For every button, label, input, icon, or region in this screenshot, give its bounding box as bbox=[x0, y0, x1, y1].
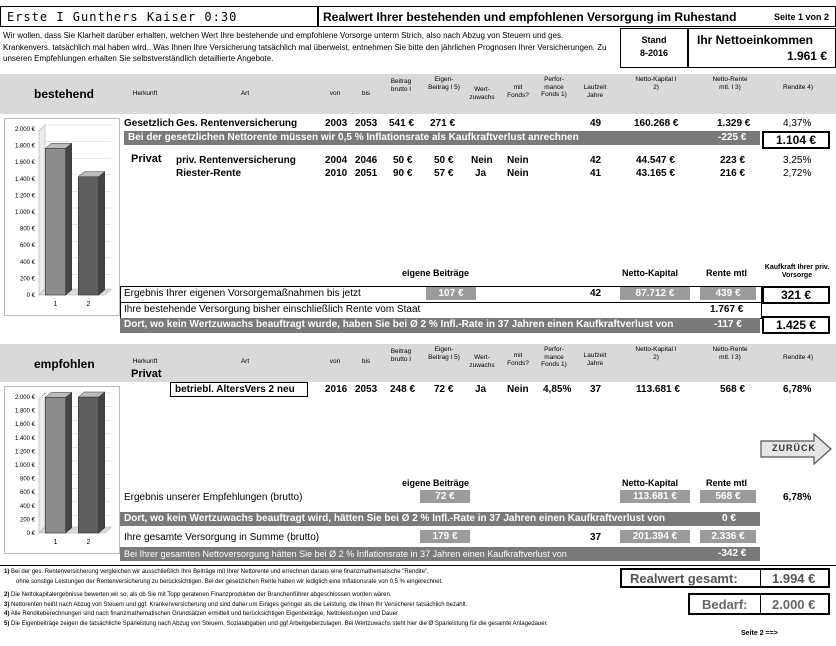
ges-bis: 2053 bbox=[355, 118, 378, 129]
col-kapital: Netto-Kapital I 2) bbox=[635, 76, 677, 91]
row2-von: 2010 bbox=[325, 168, 348, 179]
col-rente: Netto-Rente mtl. I 3) bbox=[712, 76, 748, 91]
staat-value: 1.767 € bbox=[710, 304, 744, 315]
chart-ytick-label: 1.400 € bbox=[14, 176, 35, 183]
chart-ytick-label: 600 € bbox=[19, 243, 35, 250]
emp-beitrag: 248 € bbox=[390, 384, 416, 395]
emp-art-box[interactable] bbox=[170, 382, 308, 397]
col2-performance: Perfor-mance Fonds 1) bbox=[541, 346, 567, 368]
ges-rendite: 4,37% bbox=[783, 118, 812, 129]
col2-laufzeit: Laufzeit Jahre bbox=[583, 352, 607, 367]
ges-art: Ges. Rentenversicherung bbox=[176, 118, 298, 129]
ergebnis-label-1: Ergebnis Ihrer eigenen Vorsorgemaßnahmen bis jetzt bbox=[124, 288, 361, 299]
ergebnis-kapital-1: 87.712 € bbox=[620, 287, 690, 300]
ergebnis-label-2: Ergebnis unserer Empfehlungen (brutto) bbox=[124, 492, 303, 503]
chart-bar-side bbox=[99, 172, 105, 295]
emp-fonds: Nein bbox=[507, 384, 529, 395]
verlust-result-1: 1.425 € bbox=[775, 318, 817, 332]
chart-xtick-label: 2 bbox=[86, 301, 91, 308]
chart-bar-side bbox=[66, 392, 72, 533]
chart-ytick-label: 1.000 € bbox=[14, 210, 35, 216]
chart-ytick-label: 200 € bbox=[19, 276, 35, 283]
verlust-value-2: 0 € bbox=[722, 513, 736, 524]
ges-von: 2003 bbox=[325, 118, 348, 129]
row2-laufzeit: 41 bbox=[590, 168, 602, 179]
chart-ytick-label: 200 € bbox=[19, 517, 35, 524]
ges-eigen: 271 € bbox=[430, 118, 456, 129]
sum-eigene-1: eigene Beiträge bbox=[402, 268, 470, 278]
gesamt-label: Ihre gesamte Versorgung in Summe (brutto) bbox=[124, 532, 320, 543]
col2-rendite: Rendite 4) bbox=[783, 354, 813, 361]
row2-rendite: 2,72% bbox=[783, 168, 812, 179]
footnote-4-text: Alle Renditeberechnungen sind nach finanzmathematischen Grundsätzen ermittelt und berücksichtigen Eigenbeiträge, Nettoleistungen und Dauer bbox=[10, 611, 398, 617]
realwert-value: 1.994 € bbox=[772, 571, 816, 586]
chart-bar-side bbox=[66, 143, 72, 295]
col-eigen: Eigen-Beitrag I 5) bbox=[428, 76, 460, 91]
chart-bar bbox=[45, 148, 65, 295]
chart-bar-side bbox=[99, 392, 105, 533]
col-art: Art bbox=[240, 90, 250, 97]
col2-von: von bbox=[329, 358, 341, 365]
netto-box bbox=[688, 28, 836, 68]
intro-text: Wir wollen, dass Sie Klarheit darüber erhalten, welchen Wert Ihre bestehende und empfohlene Vorsorge unterm Strich, also nach Abzug von Steuern und ges. Krankenvers. tatsächlich mal haben wird.. Was Ihnen Ihre Versicherung tatsächlich mal überweist, entnehmen Sie bitte den jährlichen Prognosen Ihrer Versicherungen. Zu unseren Empfehlungen erhalten Sie selbstverständlich detaillierte Angebote. bbox=[3, 31, 607, 63]
footnote-2-text: Die Nettokapitalergebnisse bewerten wir so, als ob Sie mit Topp geratenen Finanzprodukten der Branchenführer abgeschlossen worden wären. bbox=[11, 592, 392, 598]
kaufkraft-label: Kaufkraft Ihrer priv. Vorsorge bbox=[764, 264, 830, 279]
footnote-4: 4) Alle Renditeberechnungen sind nach finanzmathematischen Grundsätzen ermittelt und berücksichtigen Eigenbeiträge, Nettoleistungen und Dauer bbox=[4, 611, 398, 617]
page-number: Seite 1 von 2 bbox=[773, 12, 829, 22]
realwert-box bbox=[620, 568, 830, 588]
ergebnis-rendite-2: 6,78% bbox=[783, 492, 812, 503]
chart-empfohlen bbox=[4, 386, 120, 554]
chart-ytick-label: 1.800 € bbox=[14, 143, 35, 150]
gesamt-note: Bei Ihrer gesamten Nettoversorgung hätten Sie bei Ø 2 % Inflationsrate in 37 Jahren einen Kaufkraftverlust von bbox=[124, 549, 567, 559]
col-bis: bis bbox=[361, 90, 371, 97]
ges-herkunft: Gesetzlich bbox=[124, 118, 175, 129]
kaufkraft-box bbox=[762, 286, 830, 304]
col2-art: Art bbox=[240, 358, 250, 365]
chart-bar bbox=[45, 397, 65, 533]
row1-wert: Nein bbox=[471, 155, 493, 166]
row1-beitrag: 50 € bbox=[393, 155, 413, 166]
chart-ytick-label: 1.000 € bbox=[14, 463, 35, 469]
verlust-note-2: Dort, wo kein Wertzuwachs beauftragt wird, hätten Sie bei Ø 2 % Infl.-Rate in 37 Jahren einen Kaufkraftverlust von bbox=[124, 513, 666, 524]
ergebnis-laufzeit-1: 42 bbox=[590, 288, 602, 299]
row1-laufzeit: 42 bbox=[590, 155, 602, 166]
stand-box bbox=[620, 28, 688, 68]
chart-ytick-label: 1.400 € bbox=[14, 435, 35, 442]
page-title: Realwert Ihrer bestehenden und empfohlenen Versorgung im Ruhestand bbox=[323, 10, 737, 24]
col-von: von bbox=[329, 90, 341, 97]
chart-ytick-label: 600 € bbox=[19, 490, 35, 497]
chart-bar bbox=[78, 177, 98, 295]
bedarf-box bbox=[688, 593, 830, 615]
row1-kapital: 44.547 € bbox=[636, 155, 675, 166]
stamp-text: Erste I Gunthers Kaiser 0:30 bbox=[7, 10, 238, 24]
sum-eigene-2: eigene Beiträge bbox=[402, 478, 470, 488]
row1-rente: 223 € bbox=[720, 155, 746, 166]
row2-fonds: Nein bbox=[507, 168, 529, 179]
empfohlen-label: empfohlen bbox=[34, 357, 95, 371]
footnote-1b: ohne sonstige Leistungen der Rentenversicherung zu berücksichtigen. Bei der gesetzlichen Rente haben wir lediglich eine Inflationsrate von 0,5 % eingerechnet. bbox=[16, 578, 443, 585]
gesamt-rente: 2.336 € bbox=[700, 530, 756, 543]
chart-xtick-label: 2 bbox=[86, 539, 91, 546]
sum-kapital-2: Netto-Kapital bbox=[622, 478, 678, 488]
col2-mitfonds: mit Fonds? bbox=[507, 352, 529, 367]
footnotes bbox=[4, 568, 604, 629]
row2-wert: Ja bbox=[475, 168, 487, 179]
realwert-label: Realwert gesamt: bbox=[630, 571, 738, 586]
footnote-5: 5) Die Eigenbeiträge zeigen die tatsächliche Sparleistung nach Abzug von Steuern, Sozialabgaben und ggf Arbeitgeberzulagen. Bei Wertzuwachs steht hier die Ø Sparleistung für die gesamte Anlagedauer. bbox=[4, 620, 548, 627]
chart-ytick-label: 0 € bbox=[26, 293, 35, 299]
chart-xtick-label: 1 bbox=[53, 301, 58, 308]
chart-ytick-label: 800 € bbox=[19, 476, 35, 483]
chart-ytick-label: 2.000 € bbox=[14, 395, 35, 401]
emp-wert: Ja bbox=[475, 384, 487, 395]
bedarf-divider bbox=[760, 595, 761, 613]
footnote-5-text: Die Eigenbeiträge zeigen die tatsächliche Sparleistung nach Abzug von Steuern, Sozialabgaben und ggf Arbeitgeberzulagen. Bei Wertzuwachs steht hier die Ø Sparleistung für die gesamte Anlagedauer. bbox=[11, 620, 548, 627]
row1-von: 2004 bbox=[325, 155, 348, 166]
ergebnis-rente-1: 439 € bbox=[700, 287, 756, 300]
bedarf-value: 2.000 € bbox=[772, 597, 816, 612]
ergebnis-kaufkraft: 321 € bbox=[780, 288, 812, 302]
row1-art: priv. Rentenversicherung bbox=[176, 155, 296, 166]
stamp-box bbox=[0, 6, 318, 27]
inflation-value: -225 € bbox=[718, 132, 747, 143]
gesamt-eigen: 179 € bbox=[420, 530, 470, 543]
col2-herkunft: Herkunft bbox=[132, 358, 158, 365]
chart-ytick-label: 2.000 € bbox=[14, 127, 35, 133]
row2-kapital: 43.165 € bbox=[636, 168, 675, 179]
emp-laufzeit: 37 bbox=[590, 384, 602, 395]
inflation-result: 1.104 € bbox=[775, 133, 817, 147]
chart-ytick-label: 400 € bbox=[19, 503, 35, 510]
title-box bbox=[318, 6, 836, 27]
ergebnis-eigen-1: 107 € bbox=[426, 287, 476, 300]
privat-label-1: Privat bbox=[131, 153, 162, 165]
col-laufzeit: Laufzeit Jahre bbox=[583, 84, 607, 99]
ges-beitrag: 541 € bbox=[389, 118, 415, 129]
stand-value: 8-2016 bbox=[639, 48, 669, 58]
ergebnis-rente-2: 568 € bbox=[700, 490, 756, 503]
emp-art: betriebl. AltersVers 2 neu bbox=[175, 384, 295, 395]
chart-ytick-label: 1.800 € bbox=[14, 408, 35, 415]
col2-kapital: Netto-Kapital I 2) bbox=[635, 346, 677, 361]
netto-value: 1.961 € bbox=[786, 49, 827, 63]
row1-rendite: 3,25% bbox=[783, 155, 812, 166]
stand-label: Stand bbox=[641, 35, 667, 45]
inflation-result-box bbox=[762, 131, 830, 149]
chart-ytick-label: 1.200 € bbox=[14, 193, 35, 200]
chart-ytick-label: 1.600 € bbox=[14, 160, 35, 167]
verlust-note-1: Dort, wo kein Wertzuwachs beauftragt wurde, haben Sie bei Ø 2 % Infl.-Rate in 37 Jahren einen Kaufkraftverlust von bbox=[124, 319, 674, 330]
col-mitfonds: mit Fonds? bbox=[507, 84, 529, 99]
gesamt-laufzeit: 37 bbox=[590, 532, 602, 543]
footnote-1: 1) Bei der ges. Rentenversicherung vergleichen wir ausschließlich Ihre Beiträge mit Ihrer Nettorente und errechnen daraus eine finanzmathematische "Rendite", bbox=[4, 569, 429, 575]
footnote-divider bbox=[0, 565, 836, 566]
footnote-2: 2) Die Nettokapitalergebnisse bewerten wir so, als ob Sie mit Topp geratenen Finanzprodukten der Branchenführer abgeschlossen worden wären. bbox=[4, 592, 392, 598]
col2-beitrag: Beitrag brutto I bbox=[390, 348, 412, 363]
netto-label: Ihr Nettoeinkommen bbox=[697, 33, 814, 47]
footnote-3: 3) Nettorenten heißt nach Abzug von Steuern und ggf. Krankenversicherung und sind daher um Einiges geringer als die Leistung, die Ihnen Ihr Versicherer tatsächlich bezahlt. bbox=[4, 601, 468, 608]
chart-bestehend-svg bbox=[5, 119, 119, 315]
verlust-value-1: -117 € bbox=[714, 319, 742, 330]
emp-von: 2016 bbox=[325, 384, 348, 395]
col2-rente: Netto-Rente mtl. I 3) bbox=[712, 346, 748, 361]
emp-bis: 2053 bbox=[355, 384, 378, 395]
ergebnis-kapital-2: 113.681 € bbox=[620, 490, 690, 503]
chart-ytick-label: 1.200 € bbox=[14, 449, 35, 456]
gesamt-verlust: -342 € bbox=[718, 548, 747, 559]
bestehend-label: bestehend bbox=[34, 87, 95, 101]
footnote-3-text: Nettorenten heißt nach Abzug von Steuern und ggf. Krankenversicherung und sind daher um Einiges geringer als die Leistung, die Ihnen Ihr Versicherer tatsächlich bezahlt. bbox=[11, 601, 468, 608]
row2-eigen: 57 € bbox=[434, 168, 454, 179]
chart-side-wall bbox=[39, 125, 45, 295]
ges-kapital: 160.268 € bbox=[634, 118, 679, 129]
chart-side-wall bbox=[39, 393, 45, 533]
emp-kapital: 113.681 € bbox=[636, 384, 680, 395]
row1-fonds: Nein bbox=[507, 155, 529, 166]
col2-bis: bis bbox=[361, 358, 371, 365]
chart-ytick-label: 0 € bbox=[26, 531, 35, 537]
chart-ytick-label: 400 € bbox=[19, 259, 35, 266]
row2-bis: 2051 bbox=[355, 168, 378, 179]
bedarf-label: Bedarf: bbox=[702, 597, 748, 612]
row2-beitrag: 90 € bbox=[393, 168, 413, 179]
col-wertzuwachs: Wert-zuwachs bbox=[469, 86, 495, 101]
col-performance: Perfor-mance Fonds 1) bbox=[541, 76, 567, 98]
staat-label: Ihre bestehende Versorgung bisher einschließlich Rente vom Staat bbox=[124, 304, 421, 315]
chart-xtick-label: 1 bbox=[53, 539, 58, 546]
next-page-link[interactable]: Seite 2 ==> bbox=[741, 630, 778, 637]
sum-kapital-1: Netto-Kapital bbox=[622, 268, 678, 278]
chart-empfohlen-svg bbox=[5, 387, 119, 553]
realwert-divider bbox=[760, 570, 761, 586]
ges-rente: 1.329 € bbox=[717, 118, 751, 129]
emp-eigen: 72 € bbox=[434, 384, 454, 395]
back-button[interactable] bbox=[760, 433, 832, 465]
empfohlen-privat: Privat bbox=[131, 368, 162, 380]
emp-performance: 4,85% bbox=[543, 384, 572, 395]
ergebnis-eigen-2: 72 € bbox=[420, 490, 470, 503]
row2-art: Riester-Rente bbox=[176, 168, 242, 179]
back-button-label: ZURÜCK bbox=[772, 443, 816, 453]
emp-rendite: 6,78% bbox=[783, 384, 812, 395]
verlust-result-box bbox=[762, 316, 830, 334]
sum-rente-2: Rente mtl bbox=[706, 478, 748, 488]
emp-rente: 568 € bbox=[720, 384, 746, 395]
col-herkunft: Herkunft bbox=[132, 90, 158, 97]
footnote-1-text: Bei der ges. Rentenversicherung vergleichen wir ausschließlich Ihre Beiträge mit Ihrer Nettorente und errechnen daraus eine finanzmathematische "Rendite", bbox=[11, 569, 429, 575]
ges-laufzeit: 49 bbox=[590, 118, 602, 129]
col-beitrag: Beitrag brutto I bbox=[390, 78, 412, 93]
col-rendite: Rendite 4) bbox=[783, 84, 813, 91]
chart-ytick-label: 800 € bbox=[19, 226, 35, 233]
row2-rente: 216 € bbox=[720, 168, 746, 179]
chart-ytick-label: 1.600 € bbox=[14, 422, 35, 429]
chart-bestehend bbox=[4, 118, 120, 316]
gesamt-kapital: 201.394 € bbox=[620, 530, 690, 543]
inflation-note: Bei der gesetzlichen Nettorente müssen wir 0,5 % Inflationsrate als Kaufkraftverlust anrechnen bbox=[128, 132, 579, 143]
row1-eigen: 50 € bbox=[434, 155, 454, 166]
sum-rente-1: Rente mtl bbox=[706, 268, 748, 278]
col2-wertzuwachs: Wert-zuwachs bbox=[469, 354, 495, 369]
col2-eigen: Eigen-Beitrag I 5) bbox=[428, 346, 460, 361]
chart-bar bbox=[78, 397, 98, 533]
row1-bis: 2046 bbox=[355, 155, 378, 166]
